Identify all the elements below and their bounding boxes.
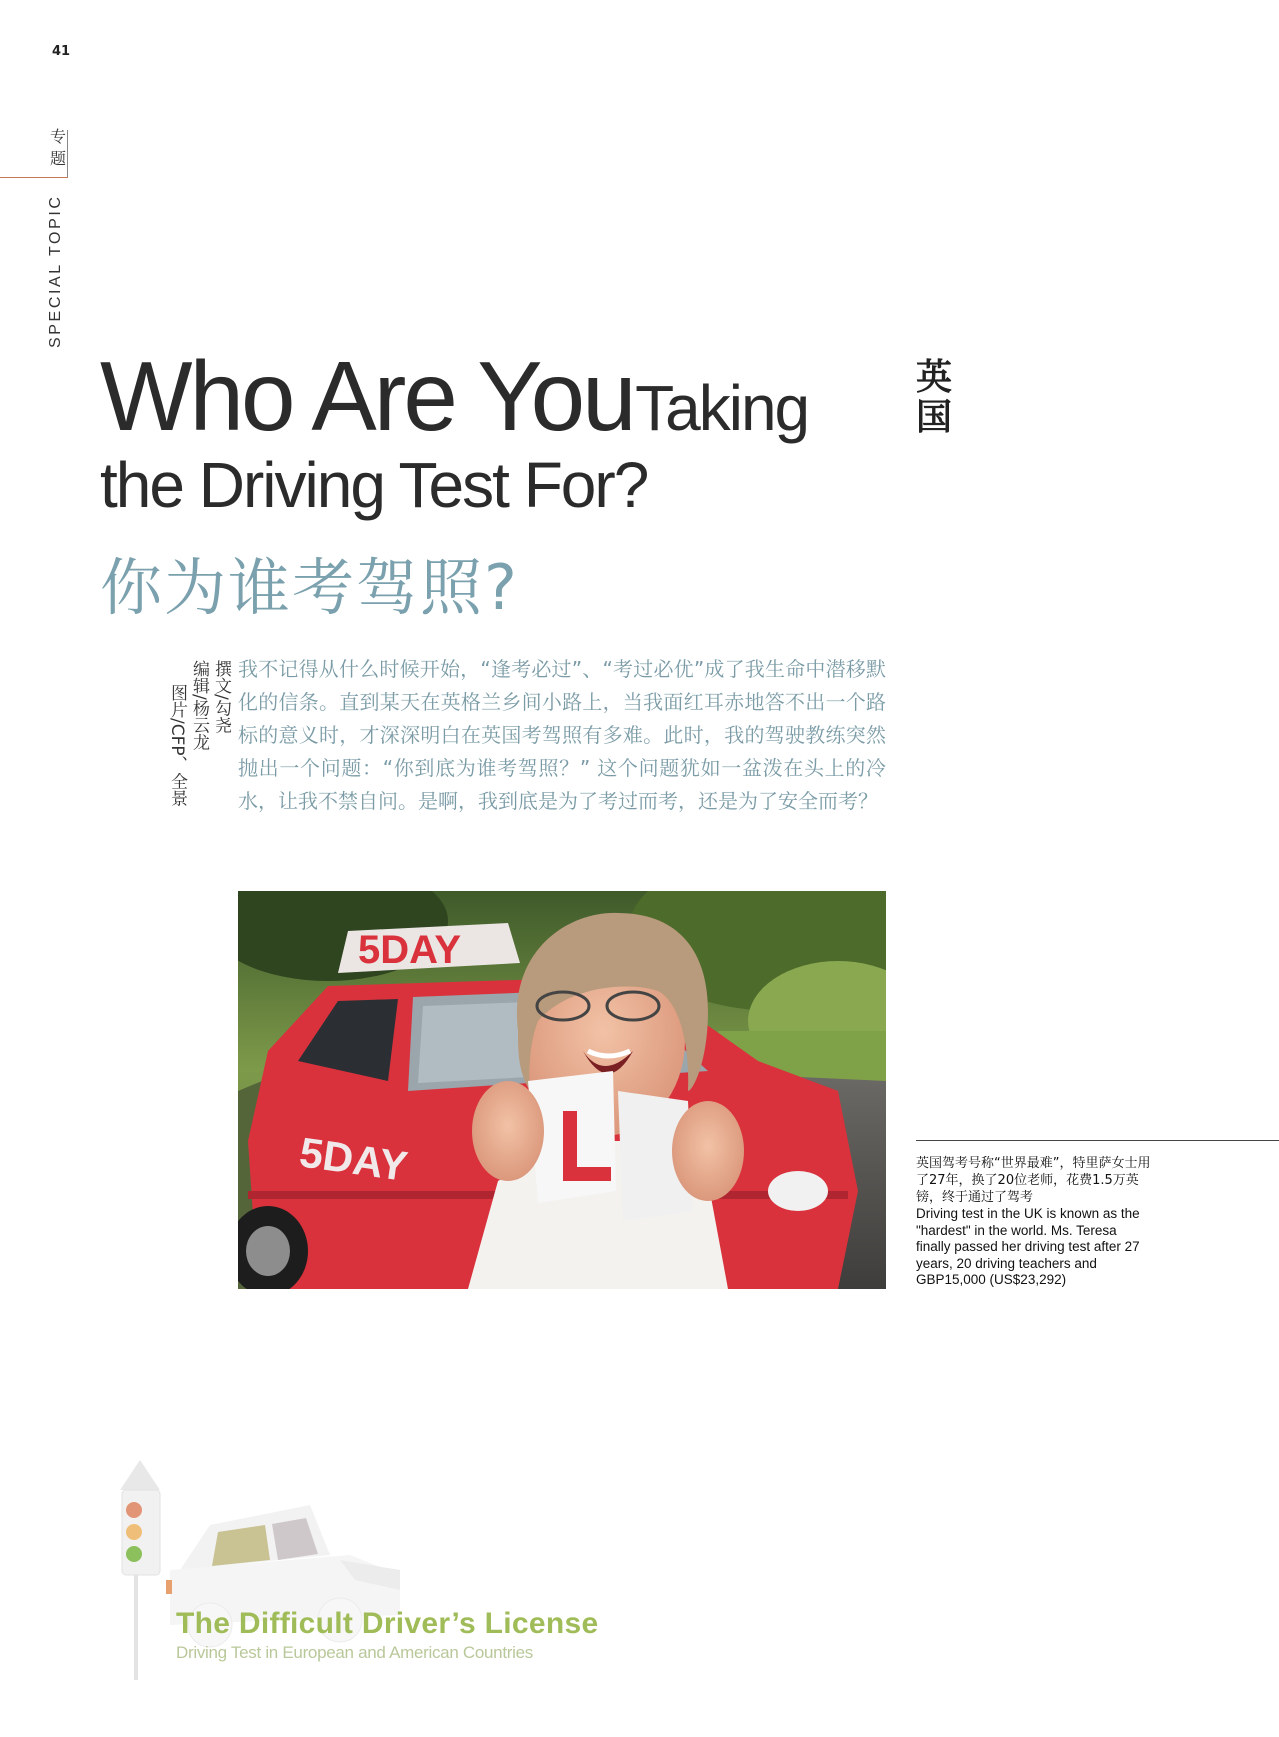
headline-line-1 — [100, 340, 808, 453]
series-logo-graphic — [100, 1420, 700, 1680]
topic-divider-vertical — [67, 130, 68, 178]
series-logo-subtitle: Driving Test in European and American Countries — [176, 1643, 533, 1662]
headline-cn: 你为谁考驾照? — [100, 551, 519, 624]
caption-en: Driving test in the UK is known as the "hardest" in the world. Ms. Teresa finally passed her driving test after 27 years, 20 driving teachers and GBP15,000 (US$23,292) — [916, 1206, 1140, 1287]
byline — [166, 660, 232, 920]
photo-illustration — [238, 891, 886, 1289]
byline-photo: 图片/CFP、全景 — [167, 684, 187, 807]
photo-caption — [916, 1155, 1153, 1289]
headline-big: Who Are You — [100, 341, 634, 451]
page-number: 41 — [52, 44, 71, 59]
topic-label-en: SPECIAL TOPIC — [47, 194, 64, 348]
caption-rule — [916, 1140, 1279, 1141]
article-photo — [238, 891, 886, 1289]
headline-small: Taking — [635, 372, 809, 444]
topic-divider — [0, 177, 68, 178]
car-roof-sign: 5DAY — [358, 928, 462, 972]
caption-cn: 英国驾考号称“世界最难”，特里萨女士用了27年，换了20位老师，花费1.5万英镑，终于通过了驾考 — [916, 1156, 1151, 1205]
topic-label-cn: 专题 — [50, 127, 67, 168]
intro-paragraph: 我不记得从什么时候开始，“逢考必过”、“考过必优”成了我生命中潜移默化的信条。直到某天在英格兰乡间小路上，当我面红耳赤地答不出一个路标的意义时，才深深明白在英国考驾照有多难。此时，我的驾驶教练突然抛出一个问题：“你到底为谁考驾照？” 这个问题犹如一盆泼在头上的冷水，让我不禁自问。是啊，我到底是为了考过而考，还是为了安全而考？ — [238, 657, 886, 813]
traffic-light-icon — [120, 1460, 160, 1680]
byline-editor: 编辑/杨云龙 — [189, 660, 209, 751]
headline-line-2: the Driving Test For? — [100, 449, 648, 521]
series-logo-title: The Difficult Driver’s License — [176, 1607, 599, 1640]
byline-author: 撰文/勾尧 — [211, 660, 231, 734]
car-door-text: 5DAY — [296, 1128, 411, 1190]
country-label: 英国 — [916, 357, 953, 438]
